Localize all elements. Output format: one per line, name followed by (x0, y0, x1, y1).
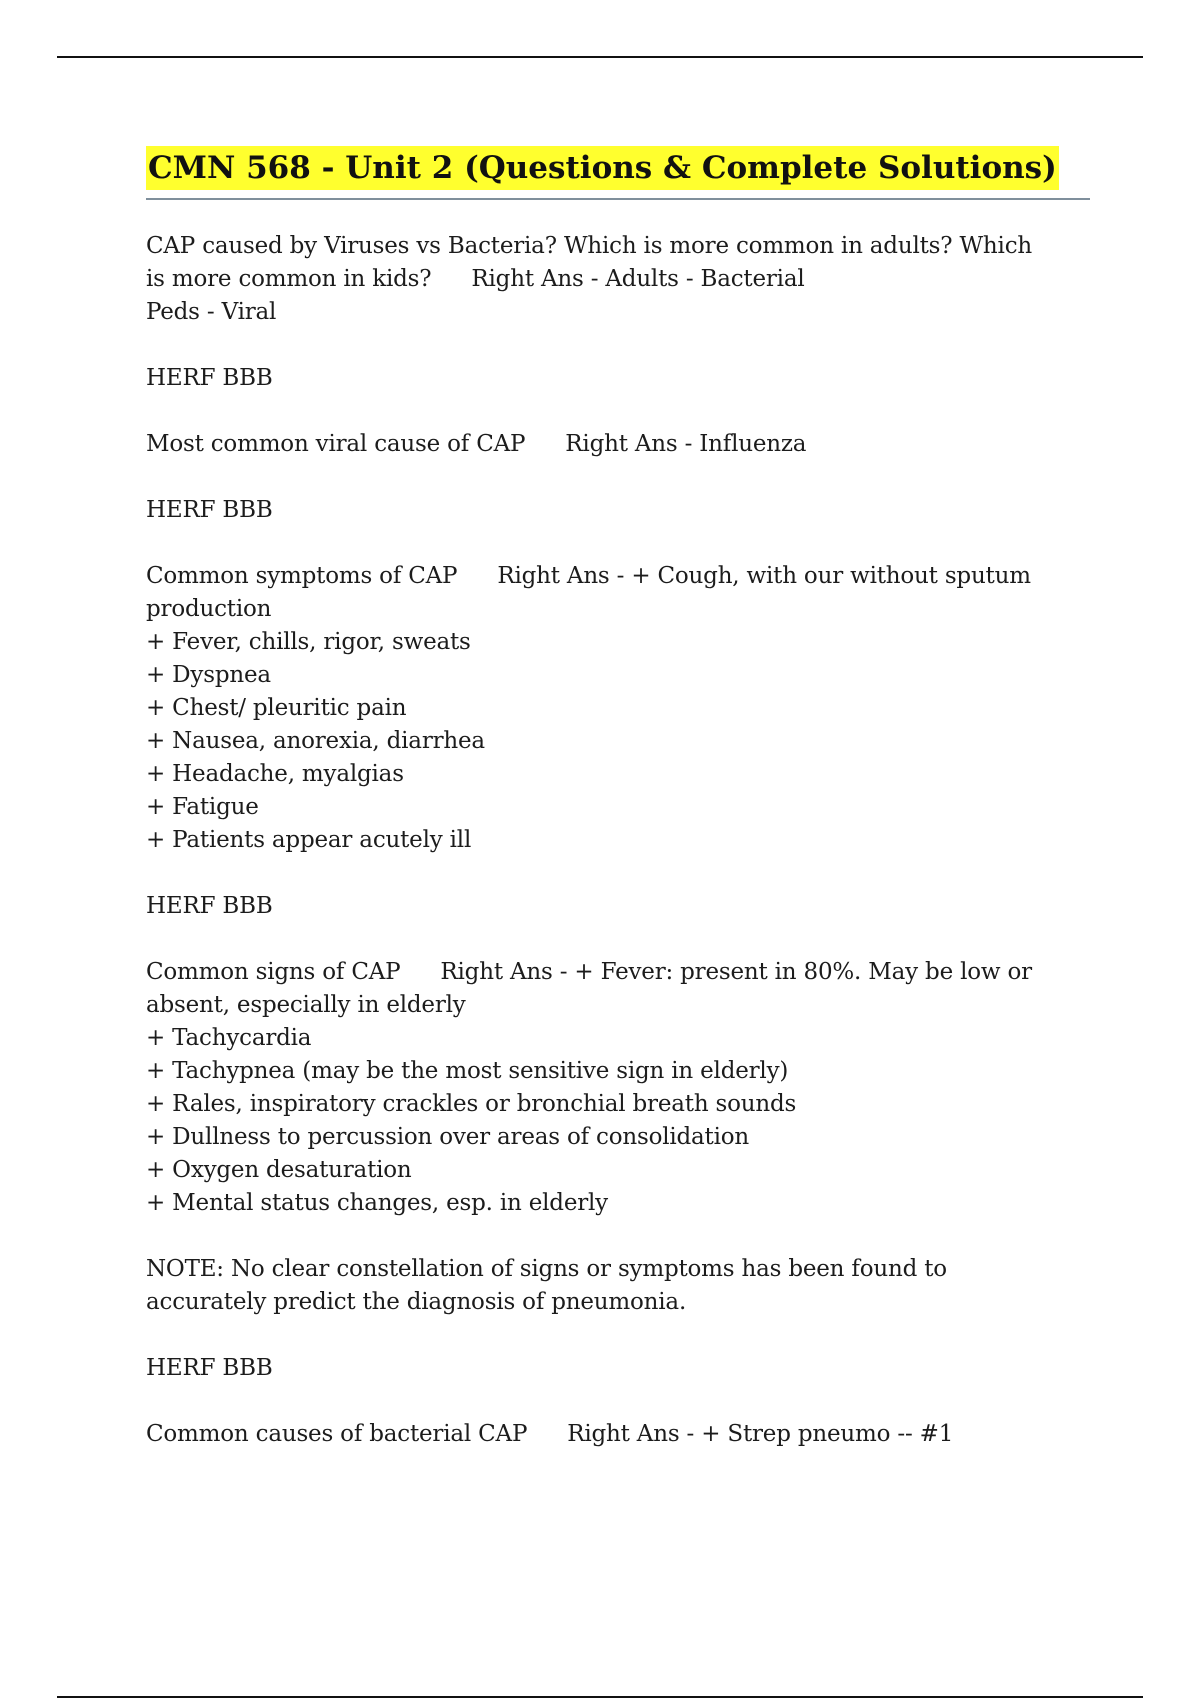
question-text: CAP caused by Viruses vs Bacteria? Which is more common in adults? Which (146, 233, 1032, 259)
answer-text: absent, especially in elderly (146, 992, 466, 1018)
list-item: + Oxygen desaturation (146, 1157, 412, 1183)
separator-text: HERF BBB (146, 1355, 273, 1381)
list-item: + Nausea, anorexia, diarrhea (146, 728, 485, 754)
list-item: + Tachypnea (may be the most sensitive sign in elderly) (146, 1058, 789, 1084)
qa-item (146, 428, 1090, 461)
list-item: + Fever, chills, rigor, sweats (146, 629, 471, 655)
answer-text: Right Ans - Adults - Bacterial (471, 266, 805, 292)
page-top-rule (57, 56, 1143, 58)
list-item: + Fatigue (146, 794, 259, 820)
list-item: + Chest/ pleuritic pain (146, 695, 407, 721)
list-item: + Mental status changes, esp. in elderly (146, 1190, 608, 1216)
qa-item (146, 1418, 1090, 1451)
qa-item (146, 230, 1090, 329)
document-body (146, 146, 1090, 1484)
answer-text: Peds - Viral (146, 299, 277, 325)
note-text: NOTE: No clear constellation of signs or symptoms has been found to accurately predict the diagnosis of pneumonia. (146, 1256, 947, 1315)
separator-text: HERF BBB (146, 497, 273, 523)
qa-list (146, 230, 1090, 1451)
question-text: Common causes of bacterial CAP (146, 1421, 528, 1447)
answer-text: Right Ans - + Cough, with our without sputum (497, 563, 1031, 589)
question-text: Common signs of CAP (146, 959, 401, 985)
separator-text: HERF BBB (146, 893, 273, 919)
title-underline (146, 146, 1090, 200)
answer-text: Right Ans - Influenza (565, 431, 807, 457)
list-item: + Rales, inspiratory crackles or bronchial breath sounds (146, 1091, 797, 1117)
document-title: CMN 568 - Unit 2 (Questions & Complete Solutions) (146, 146, 1059, 190)
list-item: + Headache, myalgias (146, 761, 404, 787)
answer-text: Right Ans - + Strep pneumo -- #1 (567, 1421, 954, 1447)
list-item: + Patients appear acutely ill (146, 827, 472, 853)
list-item: + Dyspnea (146, 662, 271, 688)
page-bottom-rule (57, 1696, 1143, 1698)
list-item: + Dullness to percussion over areas of consolidation (146, 1124, 750, 1150)
qa-item (146, 560, 1090, 857)
qa-item (146, 956, 1090, 1220)
question-text: Most common viral cause of CAP (146, 431, 526, 457)
question-text: Common symptoms of CAP (146, 563, 458, 589)
separator-text: HERF BBB (146, 365, 273, 391)
list-item: + Tachycardia (146, 1025, 312, 1051)
answer-text: Right Ans - + Fever: present in 80%. May be low or (440, 959, 1032, 985)
answer-text: production (146, 596, 272, 622)
question-text: is more common in kids? (146, 266, 432, 292)
